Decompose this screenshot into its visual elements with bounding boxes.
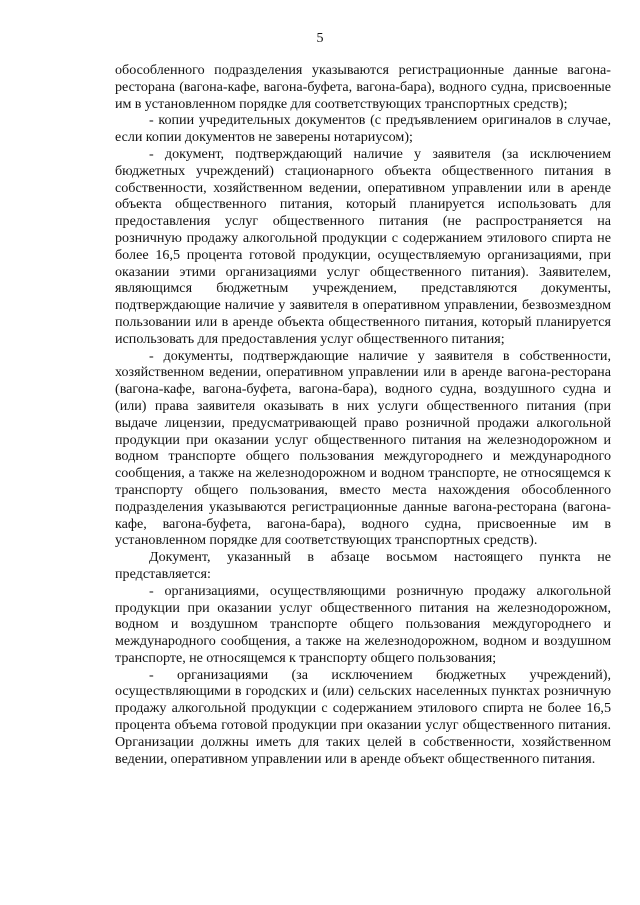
paragraph: Документ, указанный в абзаце восьмом настоящего пункта не представляется: — [115, 549, 611, 582]
paragraph: - документы, подтверждающие наличие у заявителя в собственности, хозяйственном ведении, оперативном управлении или в аренде вагона-ресторана (вагона-кафе, вагона-буфета, вагона-бара), водного судна, воздушного судна и (или) права заявителя оказывать в них услуги общественного питания (при выдаче лицензии, предусматривающей право розничной продажи алкогольной продукции при оказании услуг общественного питания на железнодорожном и водном транспорте общего пользования междугороднего и международного сообщения, а также на железнодорожном и водном транспорте, не относящемся к транспорту общего пользования, вместо места нахождения обособленного подразделения указываются регистрационные данные вагона-ресторана (вагона-кафе, вагона-буфета, вагона-бара), водного судна, присвоенные им в установленном порядке для соответствующих транспортных средств). — [115, 347, 611, 549]
paragraph: - организациями, осуществляющими розничную продажу алкогольной продукции при оказании услуг общественного питания на железнодорожном, водном и воздушном транспорте общего пользования междугороднего и международного сообщения, а также на железнодорожном, водном и воздушном транспорте, не относящемся к транспорту общего пользования; — [115, 582, 611, 666]
paragraph: обособленного подразделения указываются регистрационные данные вагона-ресторана (вагона-кафе, вагона-буфета, вагона-бара), водного судна, присвоенные им в установленном порядке для соответствующих транспортных средств); — [115, 62, 611, 112]
paragraph: - организациями (за исключением бюджетных учреждений), осуществляющими в городских и (или) сельских населенных пунктах розничную продажу алкогольной продукции с содержанием этилового спирта не более 16,5 процента объема готовой продукции при оказании услуг общественного питания. Организации должны иметь для таких целей в собственности, хозяйственном ведении, оперативном управлении или в аренде объект общественного питания. — [115, 666, 611, 767]
paragraph: - документ, подтверждающий наличие у заявителя (за исключением бюджетных учреждений) стационарного объекта общественного питания в собственности, хозяйственном ведении, оперативном управлении или в аренде объекта общественного питания, который планируется использовать для предоставления услуг общественного питания (не распространяется на розничную продажу алкогольной продукции с содержанием этилового спирта не более 16,5 процента готовой продукции, осуществляемую организациями, при оказании этими организациями услуг общественного питания). Заявителем, являющимся бюджетным учреждением, представляются документы, подтверждающие наличие у заявителя в оперативном управлении, безвозмездном пользовании или в аренде объекта общественного питания, который планируется использовать для предоставления услуг общественного питания; — [115, 145, 611, 347]
page-number: 5 — [316, 31, 324, 46]
document-text — [115, 62, 611, 767]
paragraph: - копии учредительных документов (с предъявлением оригиналов в случае, если копии документов не заверены нотариусом); — [115, 112, 611, 146]
